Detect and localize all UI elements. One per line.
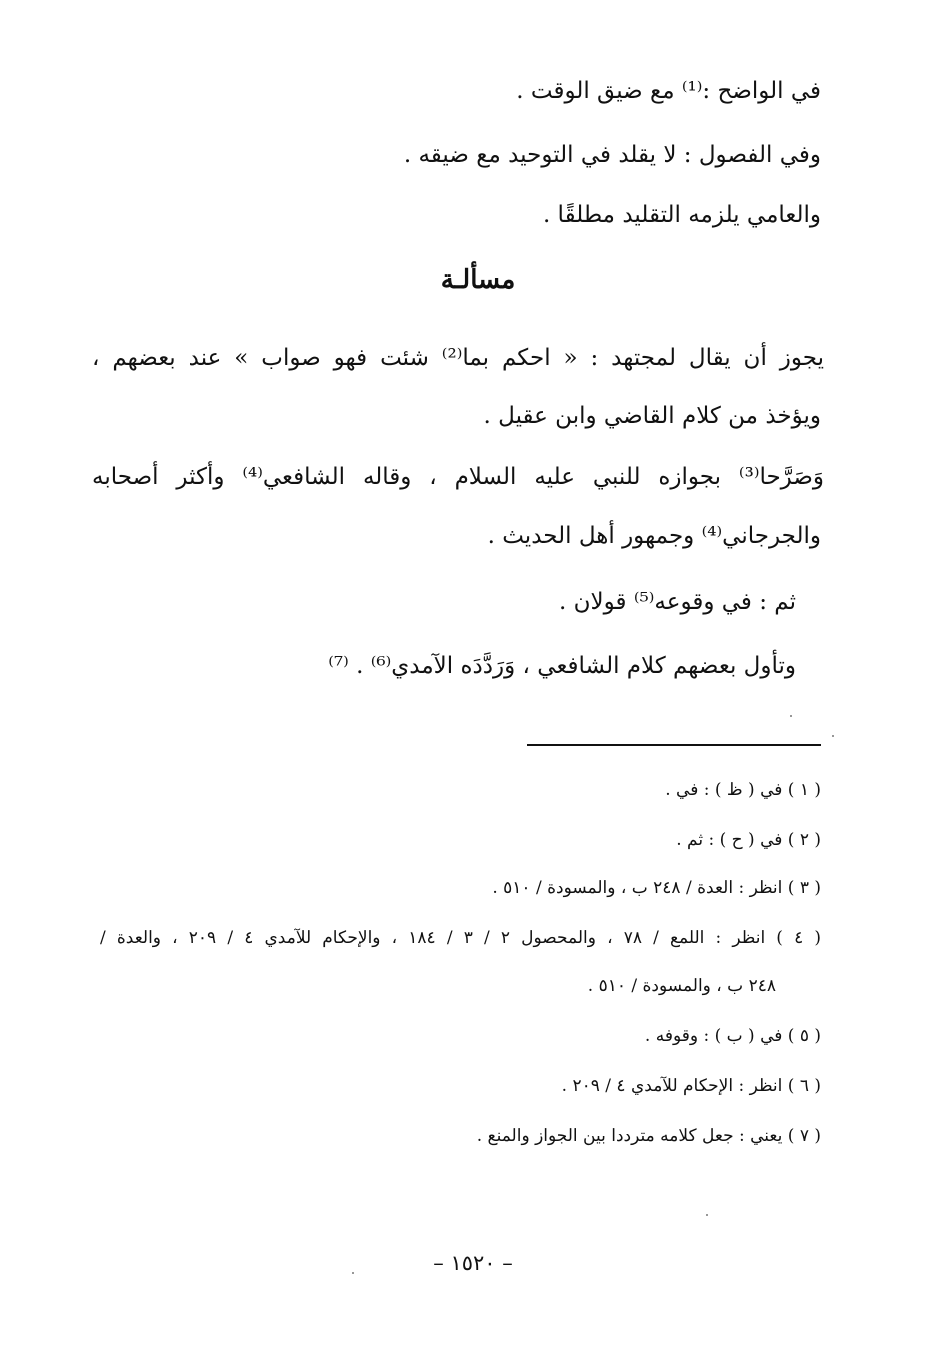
body-line-1: في الواضح :⁽¹⁾ مع ضيق الوقت . bbox=[516, 78, 821, 104]
footnote-4-line-2: ٢٤٨ ب ، والمسودة / ٥١٠ . bbox=[587, 976, 776, 996]
paragraph-3: ثم : في وقوعه⁽⁵⁾ قولان . bbox=[559, 589, 796, 615]
paragraph-1-line-1: يجوز أن يقال لمجتهد : « احكم بما⁽²⁾ شئت فهو صواب » عند بعضهم ، bbox=[92, 345, 825, 371]
scan-speck bbox=[706, 1214, 708, 1216]
footnote-4-line-1: ( ٤ ) انظر : اللمع / ٧٨ ، والمحصول ٢ / ٣ / ١٨٤ ، والإحكام للآمدي ٤ / ٢٠٩ ، والعدة / bbox=[100, 928, 821, 948]
body-line-3: والعامي يلزمه التقليد مطلقًا . bbox=[542, 202, 821, 228]
paragraph-2-line-1: وَصَرَّحا⁽³⁾ بجوازه للنبي عليه السلام ، وقاله الشافعي⁽⁴⁾ وأكثر أصحابه bbox=[92, 464, 825, 490]
footnote-2: ( ٢ ) في ( ح ) : ثم . bbox=[676, 830, 821, 850]
section-heading: مسألـة bbox=[440, 265, 516, 295]
paragraph-4: وتأول بعضهم كلام الشافعي ، وَرَدَّدَه الآمدي⁽⁶⁾ . ⁽⁷⁾ bbox=[328, 653, 796, 679]
scan-speck bbox=[832, 735, 834, 737]
paragraph-2-line-2: والجرجاني⁽⁴⁾ وجمهور أهل الحديث . bbox=[487, 523, 821, 549]
scan-speck bbox=[352, 1272, 354, 1274]
page-number: – ١٥٢٠ – bbox=[433, 1251, 513, 1275]
body-line-2: وفي الفصول : لا يقلد في التوحيد مع ضيقه . bbox=[403, 142, 821, 168]
footnote-1: ( ١ ) في ( ظ ) : في . bbox=[665, 780, 821, 800]
paragraph-1-line-2: ويؤخذ من كلام القاضي وابن عقيل . bbox=[483, 403, 821, 429]
footnote-5: ( ٥ ) في ( ب ) : وقوفه . bbox=[644, 1026, 821, 1046]
footnote-6: ( ٦ ) انظر : الإحكام للآمدي ٤ / ٢٠٩ . bbox=[561, 1076, 821, 1096]
footnote-separator bbox=[527, 744, 821, 746]
scan-speck bbox=[790, 715, 792, 717]
footnote-3: ( ٣ ) انظر : العدة / ٢٤٨ ب ، والمسودة / ٥١٠ . bbox=[492, 878, 821, 898]
footnote-7: ( ٧ ) يعني : جعل كلامه مترددا بين الجواز والمنع . bbox=[476, 1126, 821, 1146]
